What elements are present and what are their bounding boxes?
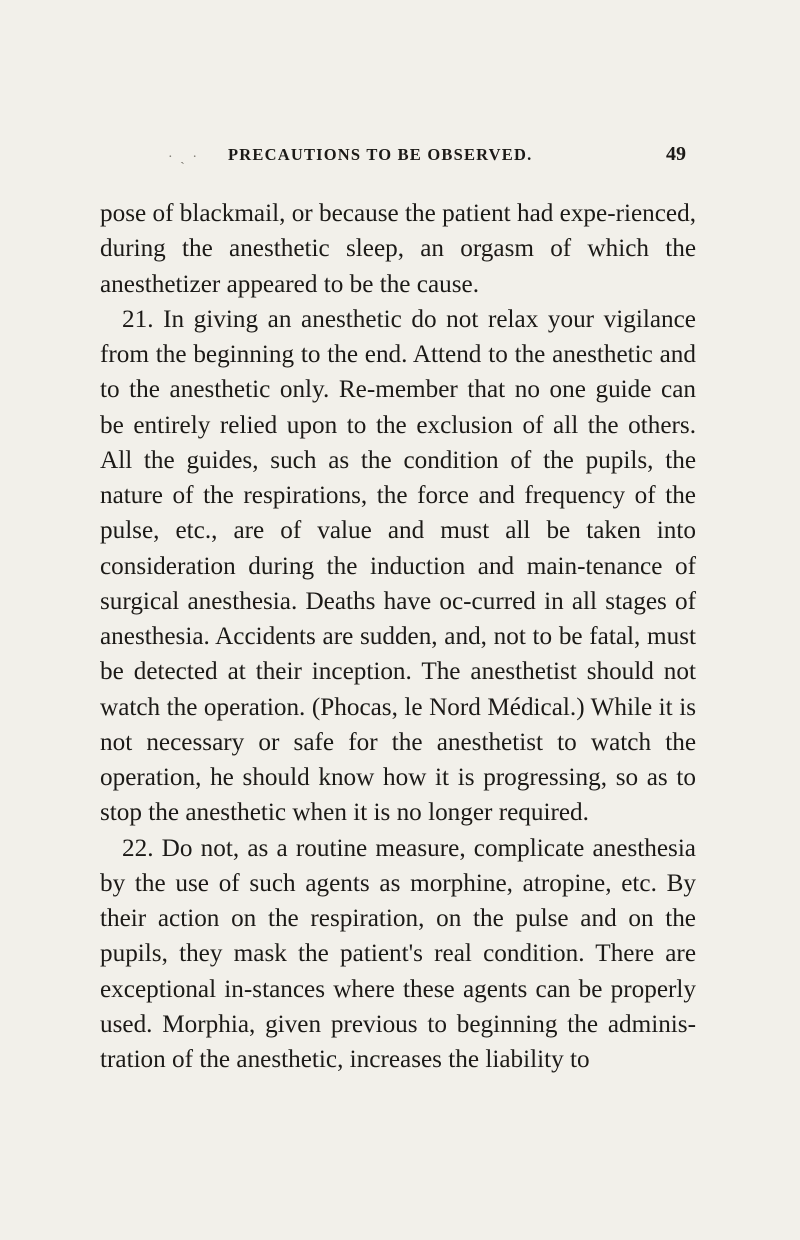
running-head bbox=[228, 143, 686, 173]
paragraph-21: 21. In giving an anesthetic do not relax your vigilance from the beginning to the end. Attend to the anesthetic and to the anesthetic only. Re-member that no one guide can be entirely relied upon to the exclusion of all the others. All the guides, such as the condition of the pupils, the nature of the respirations, the force and frequency of the pulse, etc., are of value and must all be taken into consideration during the induction and main-tenance of surgical anesthesia. Deaths have oc-curred in all stages of anesthesia. Accidents are sudden, and, not to be fatal, must be detected at their inception. The anesthetist should not watch the operation. (Phocas, le Nord Médical.) While it is not necessary or safe for the anesthetist to watch the operation, he should know how it is progressing, so as to stop the anesthetic when it is no longer required. bbox=[100, 305, 696, 827]
paragraph-22: 22. Do not, as a routine measure, complicate anesthesia by the use of such agents as morphine, atropine, etc. By their action on the respiration, on the pulse and on the pupils, they mask the patient's real condition. There are exceptional in-stances where these agents can be properly used. Morphia, given previous to beginning the adminis-tration of the anesthetic, increases the liability to bbox=[100, 834, 696, 1073]
paragraph-continued: pose of blackmail, or because the patient had expe-rienced, during the anesthetic sleep, an orgasm of which the anesthetizer appeared to be the cause. bbox=[100, 200, 696, 298]
body-text bbox=[100, 196, 696, 1077]
running-head-title: PRECAUTIONS TO BE OBSERVED. bbox=[228, 145, 533, 164]
print-specks: · ˏ · bbox=[168, 150, 199, 165]
page-number: 49 bbox=[666, 143, 686, 165]
